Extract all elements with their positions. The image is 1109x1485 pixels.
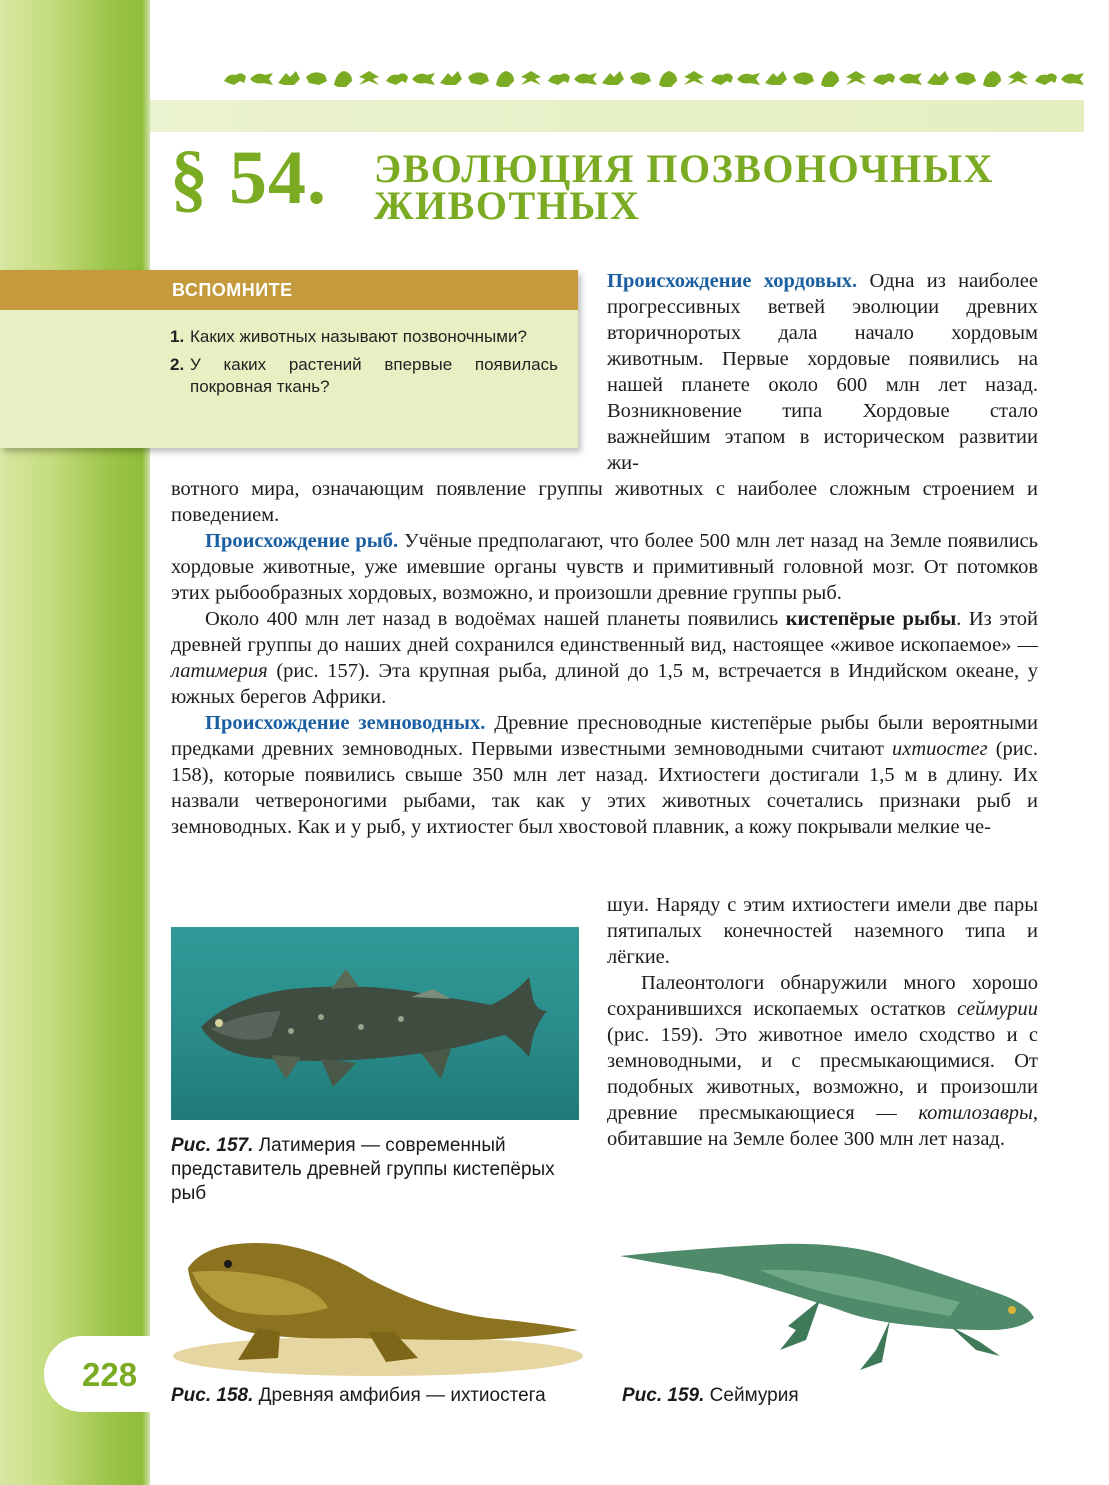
animal-silhouette-icon [438,67,464,89]
animal-silhouettes-strip [222,62,1086,94]
text-segment: (рис. 158), которые появились свыше 350 млн лет назад. Ихтиостеги достигали 1,5 м в длину. Их назвали четвероногими рыбами, так как у этих животных сочетались признаки рыб и земноводных. Как и у рыб, у ихтиостег был хвостовой плавник, а кожу покрывали мелкие че- [171,738,1038,838]
animal-silhouette-icon [330,67,356,89]
text-chordates-continued: вотного мира, означающим появление группы животных с наиболее сложным строением и поведением. [171,478,1038,526]
animal-silhouette-icon [411,67,437,89]
animal-silhouette-icon [709,67,735,89]
animal-silhouette-icon [546,67,572,89]
figure-latimeria [171,927,579,1120]
figure-seymouria [620,1230,1038,1375]
caption-fig159 [622,1384,922,1408]
animal-silhouette-icon [1060,67,1086,89]
heading-fish: Происхождение рыб. [205,530,399,552]
animal-silhouette-icon [682,67,708,89]
animal-silhouette-icon [573,67,599,89]
animal-silhouette-icon [492,67,518,89]
recall-box [0,270,578,448]
animal-silhouette-icon [925,67,951,89]
paragraph-seymouria [607,970,1038,1152]
animal-silhouette-icon [790,67,816,89]
section-number: § 54. [170,136,327,220]
recall-item [170,354,558,398]
heading-amphibians: Происхождение земноводных. [205,712,486,734]
recall-item [170,326,558,348]
caption-label: Рис. 157. [171,1135,254,1156]
text-amphibians-continued: шуи. Наряду с этим ихтиостеги имели две пары пятипалых конечностей наземного типа и лёгкие. [607,894,1038,968]
paragraph-lobe-finned [171,606,1038,710]
text-segment: Около 400 млн лет назад в водоёмах нашей планеты появились [205,608,786,630]
term-ichthyostega: ихтиостег [891,738,988,760]
text-segment: (рис. 157). Эта крупная рыба, длиной до 1,5 м, встречается в Индийском океане, у южных берегов Африки. [171,660,1038,708]
left-margin-band [0,0,150,1485]
animal-silhouette-icon [952,67,978,89]
text-fish: Учёные предполагают, что более 500 млн лет назад на Земле появились хордовые животные, уже имевшие органы чувств и примитивный головной мозг. От потомков этих рыбообразных хордовых, возможно, и произошли древние группы рыб. [171,530,1038,604]
animal-silhouette-icon [627,67,653,89]
section-title-line2: ЖИВОТНЫХ [374,183,641,228]
seymouria-illustration [620,1230,1038,1375]
section-title [374,146,1074,228]
paragraph-chordates [607,268,1038,476]
term-latimeria: латимерия [171,660,268,682]
animal-silhouette-icon [736,67,762,89]
caption-text: Древняя амфибия — ихтиостега [253,1385,546,1406]
text-segment: (рис. 159). Это животное имело сходство и с земноводными, и с пресмыкающимися. От подобных животных, возможно, и произошли древние пресмыкающиеся — [607,1024,1038,1124]
term-cotylosaurs: котилозавры [918,1102,1033,1124]
animal-silhouette-icon [600,67,626,89]
caption-label: Рис. 158. [171,1385,254,1406]
paragraph-fish [171,528,1038,606]
animal-silhouette-icon [465,67,491,89]
caption-fig157 [171,1134,571,1206]
recall-item-text: Каких животных называют позвоночными? [190,327,527,346]
caption-text: Латимерия — современный представитель древней группы кистепёрых рыб [171,1135,555,1204]
recall-item-number: 2. [170,355,185,374]
recall-header: ВСПОМНИТЕ [0,270,578,310]
animal-silhouette-icon [898,67,924,89]
animal-silhouette-icon [979,67,1005,89]
animal-silhouette-icon [357,67,383,89]
text-segment: Древние пресноводные кистепёрые рыбы были вероятными предками древних земноводных. Первыми известными земноводными считают [171,712,1038,760]
animal-silhouette-icon [1033,67,1059,89]
text-segment: Палеонтологи обнаружили много хорошо сохранившихся ископаемых остатков [607,972,1038,1020]
animal-silhouette-icon [384,67,410,89]
animal-silhouette-icon [871,67,897,89]
caption-text: Сеймурия [704,1385,799,1406]
animal-silhouette-icon [817,67,843,89]
animal-silhouette-icon [276,67,302,89]
animal-silhouette-icon [249,67,275,89]
ichthyostega-illustration [168,1228,588,1378]
section-title-line1: ЭВОЛЮЦИЯ ПОЗВОНОЧНЫХ [374,146,994,191]
right-column-lower [607,892,1038,1152]
recall-item-number: 1. [170,327,185,346]
animal-silhouette-icon [655,67,681,89]
caption-fig158 [171,1384,591,1408]
text-chordates: Одна из наиболее прогрессивных ветвей эволюции древних вторичноротых дала начало хордовым животным. Первые хордовые появились на нашей планете около 600 млн лет назад. Возникновение типа Хордовые стало важнейшим этапом в историческом развитии жи- [607,270,1038,474]
recall-item-text: У каких растений впервые появилась покровная ткань? [190,355,558,396]
page-number: 228 [82,1356,138,1393]
main-text-block [171,476,1038,840]
text-segment: , обитавшие на Земле более 300 млн лет назад. [607,1102,1038,1150]
term-seymouria: сеймурии [957,998,1038,1020]
heading-chordates: Происхождение хордовых. [607,270,858,292]
term-lobe-finned: кистепёрые рыбы [785,608,957,630]
animal-silhouette-icon [303,67,329,89]
latimeria-illustration [171,927,579,1120]
header-bar [150,100,1084,132]
text-segment: . Из этой древней группы до наших дней сохранился единственный вид, настоящее «живое ископаемое» — [171,608,1038,656]
recall-list [0,310,578,398]
animal-silhouette-icon [519,67,545,89]
figure-ichthyostega [168,1228,588,1378]
animal-silhouette-icon [763,67,789,89]
animal-silhouette-icon [844,67,870,89]
caption-label: Рис. 159. [622,1385,705,1406]
animal-silhouette-icon [1006,67,1032,89]
paragraph-amphibians [171,710,1038,840]
animal-silhouette-icon [222,67,248,89]
